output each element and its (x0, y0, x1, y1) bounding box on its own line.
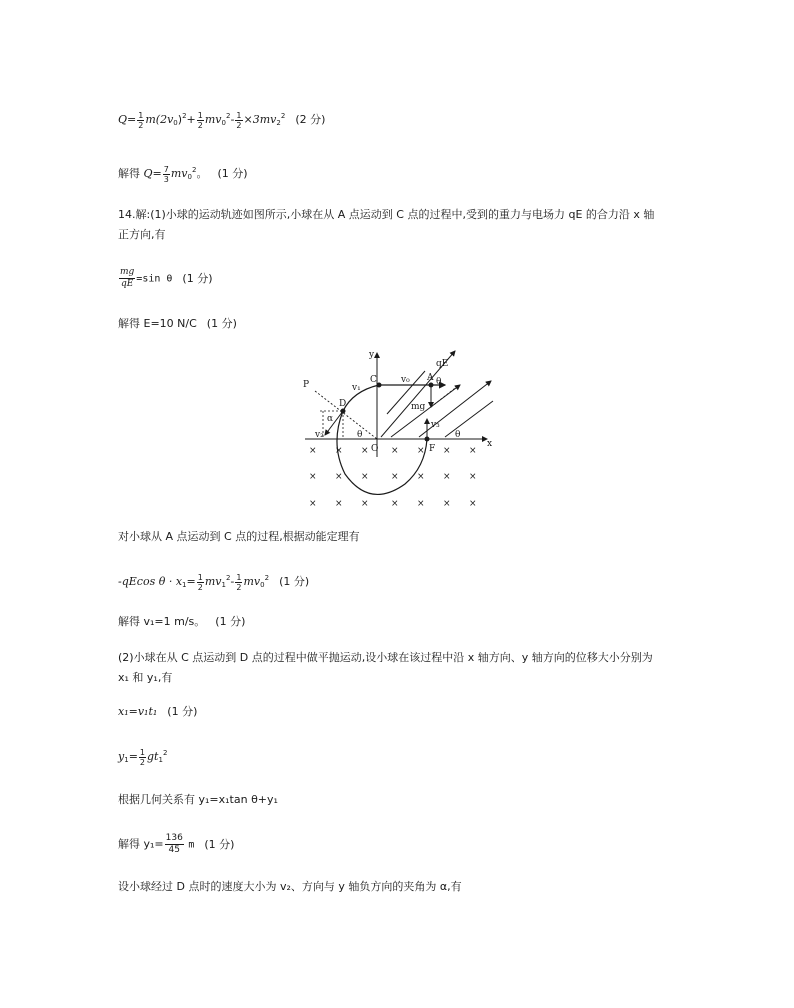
label-v3: v₃ (431, 420, 440, 430)
point-c (377, 383, 382, 388)
fraction-half: $\frac{1}{2}$ (197, 572, 203, 592)
fraction-half: $\frac{1}{2}$ (139, 747, 145, 767)
svg-text:×: × (469, 499, 477, 509)
label-d: D (339, 399, 347, 409)
part2-line-1: (2)小球在从 C 点运动到 D 点的过程中做平抛运动,设小球在该过程中沿 x 轴方向、y 轴方向的位移大小分别为 (118, 651, 653, 664)
trajectory-circle (337, 411, 427, 494)
q14-line-2: 正方向,有 (118, 228, 166, 241)
svg-text:×: × (335, 472, 343, 482)
svg-text:×: × (391, 499, 399, 509)
field-line (419, 381, 491, 437)
label-v2: v₂ (315, 430, 324, 440)
label-mg: mg (411, 402, 426, 412)
equation-x1: x₁=v₁t₁ (1 分) (118, 705, 198, 718)
svg-text:×: × (469, 472, 477, 482)
trajectory-upper (343, 385, 379, 411)
svg-text:×: × (443, 499, 451, 509)
label-v1: v₁ (352, 383, 361, 393)
label-y: y (369, 350, 375, 360)
equation-sin: $\frac{mg}{qE}$ =sin θ (1 分) (120, 267, 213, 289)
svg-text:×: × (361, 499, 369, 509)
fraction-seven-thirds: $\frac{7}{3}$ (163, 164, 169, 184)
label-v0: v₀ (401, 375, 410, 385)
equation-geometry: 根据几何关系有 y₁=x₁tan θ+y₁ (118, 793, 278, 806)
svg-text:×: × (309, 446, 317, 456)
label-c: C (370, 375, 377, 385)
svg-text:×: × (417, 499, 425, 509)
svg-text:×: × (335, 446, 343, 456)
svg-text:×: × (443, 446, 451, 456)
svg-text:×: × (469, 446, 477, 456)
field-line (445, 401, 493, 437)
point-d (341, 409, 346, 414)
last-line: 设小球经过 D 点时的速度大小为 v₂、方向与 y 轴负方向的夹角为 α,有 (118, 880, 462, 893)
svg-text:×: × (417, 446, 425, 456)
equation-y1-result: 解得 y₁= $\frac{136}{45}$ m (1 分) (118, 833, 235, 855)
label-a: A (427, 373, 434, 383)
point-a (429, 383, 434, 388)
label-theta-a: θ (436, 377, 442, 387)
svg-text:×: × (361, 472, 369, 482)
svg-text:×: × (335, 499, 343, 509)
svg-text:×: × (391, 446, 399, 456)
fraction-136-45: $\frac{136}{45}$ (165, 833, 183, 855)
field-line (391, 385, 460, 437)
equation-y1: $y_1=$ $\frac{1}{2}$ $gt_1^2$ (118, 747, 168, 767)
label-x: x (487, 439, 493, 449)
label-qe: qE (436, 359, 449, 369)
label-o: O (371, 444, 379, 454)
equation-v1: 解得 v₁=1 m/s。 (1 分) (118, 615, 246, 628)
svg-text:×: × (361, 446, 369, 456)
svg-text:×: × (309, 472, 317, 482)
label-f: F (429, 444, 436, 454)
svg-text:×: × (417, 472, 425, 482)
label-theta-o: θ (357, 430, 363, 440)
label-alpha: α (327, 414, 334, 424)
equation-q: Q= $\frac{1}{2}$ $m(2v_0)^2+$ $\frac{1}{2}$ $mv_0^2-$ $\frac{1}{2}$ $\times 3mv_2^2$ (2 分) (118, 110, 326, 130)
label-p: P (303, 380, 310, 390)
equation-e: 解得 E=10 N/C (1 分) (118, 317, 237, 330)
q14-line-1: 14.解:(1)小球的运动轨迹如图所示,小球在从 A 点运动到 C 点的过程中,受到的重力与电场力 qE 的合力沿 x 轴 (118, 208, 655, 221)
trajectory-diagram (295, 349, 505, 514)
magnetic-field-crosses (309, 446, 477, 509)
label-theta-f: θ (455, 430, 461, 440)
point-f (425, 437, 430, 442)
fraction-half: $\frac{1}{2}$ (138, 110, 144, 130)
eq-lhs: Q= (118, 113, 137, 126)
svg-text:×: × (309, 499, 317, 509)
fraction-mg-qe: $\frac{mg}{qE}$ (120, 267, 135, 289)
svg-text:×: × (391, 472, 399, 482)
score: (2 分) (295, 113, 326, 126)
equation-energy: -qEcos $\theta \cdot x_1=$ $\frac{1}{2}$ $mv_1^2-$ $\frac{1}{2}$ $mv_0^2$ (1 分) (118, 572, 310, 592)
fraction-half-3: $\frac{1}{2}$ (236, 110, 242, 130)
fraction-half-2: $\frac{1}{2}$ (197, 110, 203, 130)
text-a-to-c: 对小球从 A 点运动到 C 点的过程,根据动能定理有 (118, 530, 360, 543)
svg-text:×: × (443, 472, 451, 482)
part2-line-2: x₁ 和 y₁,有 (118, 671, 173, 684)
fraction-half-2: $\frac{1}{2}$ (236, 572, 242, 592)
equation-q-result: 解得 Q= $\frac{7}{3}$ $mv_0^2$。 (1 分) (118, 164, 248, 184)
